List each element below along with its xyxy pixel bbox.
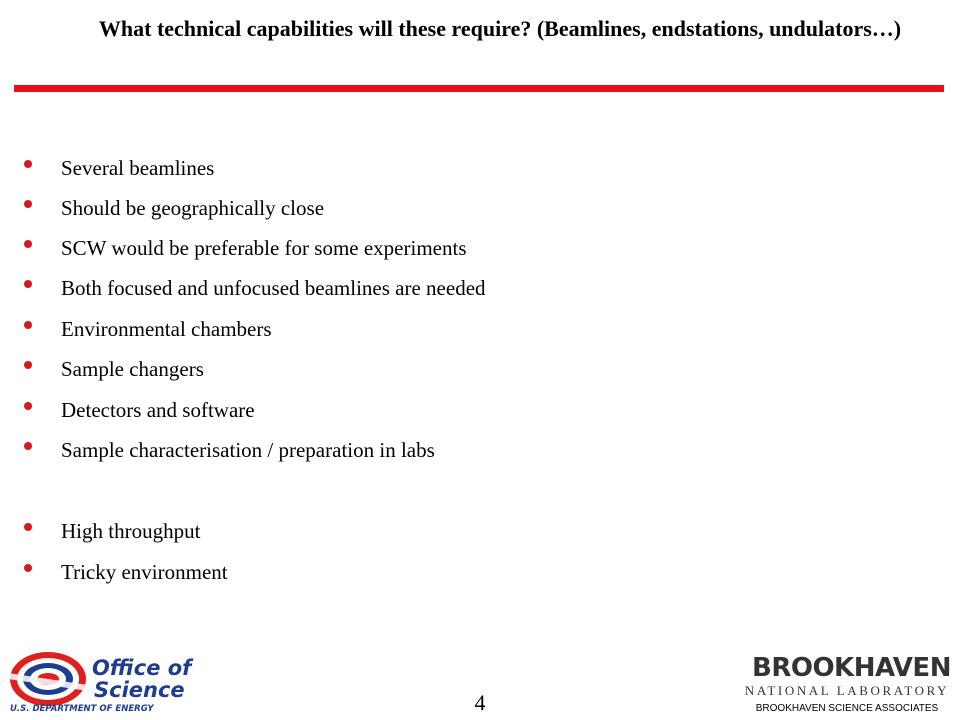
bullet-text: Tricky environment [61, 560, 228, 584]
bullet-text: Detectors and software [61, 398, 255, 422]
bullet-text: Should be geographically close [61, 196, 325, 220]
bullet-dot-icon [24, 280, 32, 288]
slide-title: What technical capabilities will these require? (Beamlines, endstations, undulators…) [98, 16, 902, 41]
doe-line3: U.S. DEPARTMENT OF ENERGY [10, 704, 154, 714]
associates-label: BROOKHAVEN SCIENCE ASSOCIATES [755, 703, 939, 714]
bullet-dot-icon [24, 240, 32, 248]
bullet-text: Sample characterisation / preparation in labs [61, 438, 435, 462]
bullet-text: Environmental chambers [61, 317, 272, 341]
brookhaven-logo-name: BROOKHAVEN [752, 653, 951, 683]
bullet-text: Both focused and unfocused beamlines are needed [61, 276, 486, 300]
doe-line2: Science [94, 678, 185, 702]
bullet-dot-icon [24, 160, 32, 168]
brookhaven-logo-subtitle: NATIONAL LABORATORY [744, 683, 950, 698]
bullet-dot-icon [24, 402, 32, 410]
bullet-dot-icon [24, 442, 32, 450]
bullet-text: SCW would be preferable for some experiments [61, 236, 467, 260]
doe-office-of-science-logo-icon [8, 648, 208, 714]
bullet-text: Several beamlines [61, 156, 215, 180]
bullet-dot-icon [24, 200, 32, 208]
bullet-dot-icon [24, 321, 32, 329]
bullet-dot-icon [24, 361, 32, 369]
page-number: 4 [474, 690, 486, 715]
bullet-text: Sample changers [61, 357, 204, 381]
bullet-dot-icon [24, 523, 32, 531]
bullet-text: High throughput [61, 519, 201, 543]
doe-line1: Office of [92, 656, 192, 680]
bullet-dot-icon [24, 564, 32, 572]
